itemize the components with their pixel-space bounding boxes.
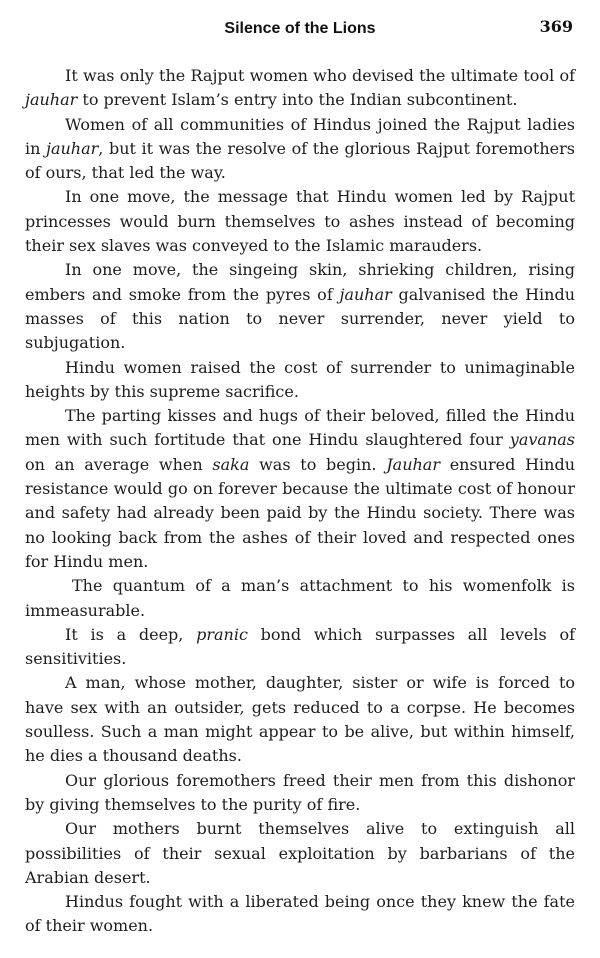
italic-term: saka bbox=[212, 454, 250, 474]
italic-term: jauhar bbox=[25, 90, 78, 110]
text-run: galvanised the Hindu masses of this nation to never surrender, never yield to subjugation. bbox=[25, 284, 576, 353]
italic-term: jauhar bbox=[339, 284, 392, 304]
italic-term: yavanas bbox=[509, 430, 575, 450]
text-run: Our glorious foremothers freed their men from this dishonor by giving themselves to the purity of fire. bbox=[25, 770, 575, 814]
paragraph bbox=[25, 185, 575, 258]
italic-term: jauhar bbox=[46, 138, 99, 158]
paragraph bbox=[25, 113, 575, 186]
text-run: It was only the Rajput women who devised the ultimate tool of bbox=[65, 66, 575, 85]
text-run: In one move, the singeing skin, shrieking children, rising embers and smoke from the pyres of bbox=[25, 260, 575, 304]
text-run: ensured Hindu resistance would go on forever because the ultimate cost of honour and safety had already been paid by the Hindu society. There was no looking back from the ashes of their loved and respected ones for Hindu men. bbox=[25, 454, 575, 571]
paragraph bbox=[25, 574, 575, 623]
paragraph bbox=[25, 404, 575, 574]
paragraph bbox=[25, 64, 575, 113]
text-run: In one move, the message that Hindu women led by Rajput princesses would burn themselves to ashes instead of becoming their sex slaves was conveyed to the Islamic marauders. bbox=[25, 187, 575, 256]
paragraph bbox=[25, 769, 575, 818]
text-run: on an average when bbox=[25, 454, 213, 474]
page-number: 369 bbox=[539, 17, 573, 36]
running-head bbox=[0, 16, 600, 46]
text-run: Women of all communities of Hindus joined the Rajput ladies in bbox=[25, 114, 575, 158]
paragraph bbox=[25, 817, 575, 890]
paragraph bbox=[25, 671, 575, 768]
body-text bbox=[25, 64, 575, 939]
text-run: was to begin. bbox=[249, 454, 387, 474]
paragraph bbox=[25, 258, 575, 355]
text-run: Hindu women raised the cost of surrender to unimaginable heights by this supreme sacrifice. bbox=[25, 357, 575, 401]
text-run: Hindus fought with a liberated being once they knew the fate of their women. bbox=[25, 892, 575, 936]
text-run: It is a deep, bbox=[65, 624, 197, 644]
text-run: The quantum of a man’s attachment to his womenfolk is immeasurable. bbox=[25, 576, 575, 620]
text-run: , but it was the resolve of the glorious Rajput foremothers of ours, that led the way. bbox=[25, 138, 575, 183]
text-run: to prevent Islam’s entry into the Indian subcontinent. bbox=[77, 90, 518, 110]
text-run: A man, whose mother, daughter, sister or wife is forced to have sex with an outsider, gets reduced to a corpse. He becomes soulless. Such a man might appear to be alive, but within himself, he dies a thousand deaths. bbox=[25, 673, 575, 766]
paragraph bbox=[25, 356, 575, 405]
paragraph bbox=[25, 890, 575, 939]
running-title: Silence of the Lions bbox=[224, 20, 376, 37]
italic-term: Jauhar bbox=[386, 454, 440, 474]
paragraph bbox=[25, 623, 575, 672]
text-run: bond which surpasses all levels of sensitivities. bbox=[25, 624, 575, 669]
text-run: The parting kisses and hugs of their beloved, filled the Hindu men with such fortitude that one Hindu slaughtered four bbox=[25, 406, 575, 450]
text-run: Our mothers burnt themselves alive to extinguish all possibilities of their sexual exploitation by barbarians of the Arabian desert. bbox=[25, 819, 575, 887]
italic-term: pranic bbox=[196, 624, 248, 644]
